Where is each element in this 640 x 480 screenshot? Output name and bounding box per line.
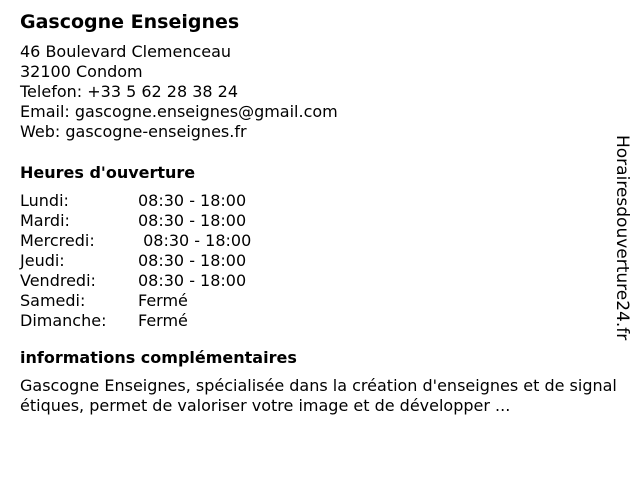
phone-number: Telefon: +33 5 62 28 38 24 [20, 82, 239, 101]
hours-day-label: Samedi: [20, 291, 86, 310]
hours-day-value: 08:30 - 18:00 [138, 251, 247, 270]
hours-day-label: Mardi: [20, 211, 70, 230]
hours-row-lundi [20, 191, 610, 211]
info-heading: informations complémentaires [20, 348, 297, 367]
business-card [20, 10, 617, 416]
site-watermark: Horairesdouverture24.fr [612, 135, 632, 341]
hours-day-label: Lundi: [20, 191, 69, 210]
contact-block [20, 42, 610, 142]
hours-day-label: Jeudi: [20, 251, 65, 270]
hours-day-label: Vendredi: [20, 271, 96, 290]
hours-heading: Heures d'ouverture [20, 163, 196, 182]
hours-day-value: Fermé [138, 291, 188, 310]
hours-day-label: Dimanche: [20, 311, 107, 330]
hours-day-value: 08:30 - 18:00 [138, 231, 252, 250]
hours-row-mardi [20, 211, 610, 231]
hours-row-mercredi [20, 231, 610, 251]
hours-day-value: 08:30 - 18:00 [138, 271, 247, 290]
opening-hours-table [20, 191, 610, 331]
website: Web: gascogne-enseignes.fr [20, 122, 247, 141]
hours-day-label: Mercredi: [20, 231, 95, 250]
hours-day-value: Fermé [138, 311, 188, 330]
hours-row-dimanche [20, 311, 610, 331]
hours-day-value: 08:30 - 18:00 [138, 191, 247, 210]
business-name: Gascogne Enseignes [20, 11, 240, 33]
hours-day-value: 08:30 - 18:00 [138, 211, 247, 230]
address-city: 32100 Condom [20, 62, 143, 81]
info-description: Gascogne Enseignes, spécialisée dans la création d'enseignes et de signalétiques, permet de valoriser votre image et de développer ... [20, 376, 617, 415]
email-address: Email: gascogne.enseignes@gmail.com [20, 102, 338, 121]
hours-row-jeudi [20, 251, 610, 271]
address-street: 46 Boulevard Clemenceau [20, 42, 232, 61]
hours-row-vendredi [20, 271, 610, 291]
hours-row-samedi [20, 291, 610, 311]
